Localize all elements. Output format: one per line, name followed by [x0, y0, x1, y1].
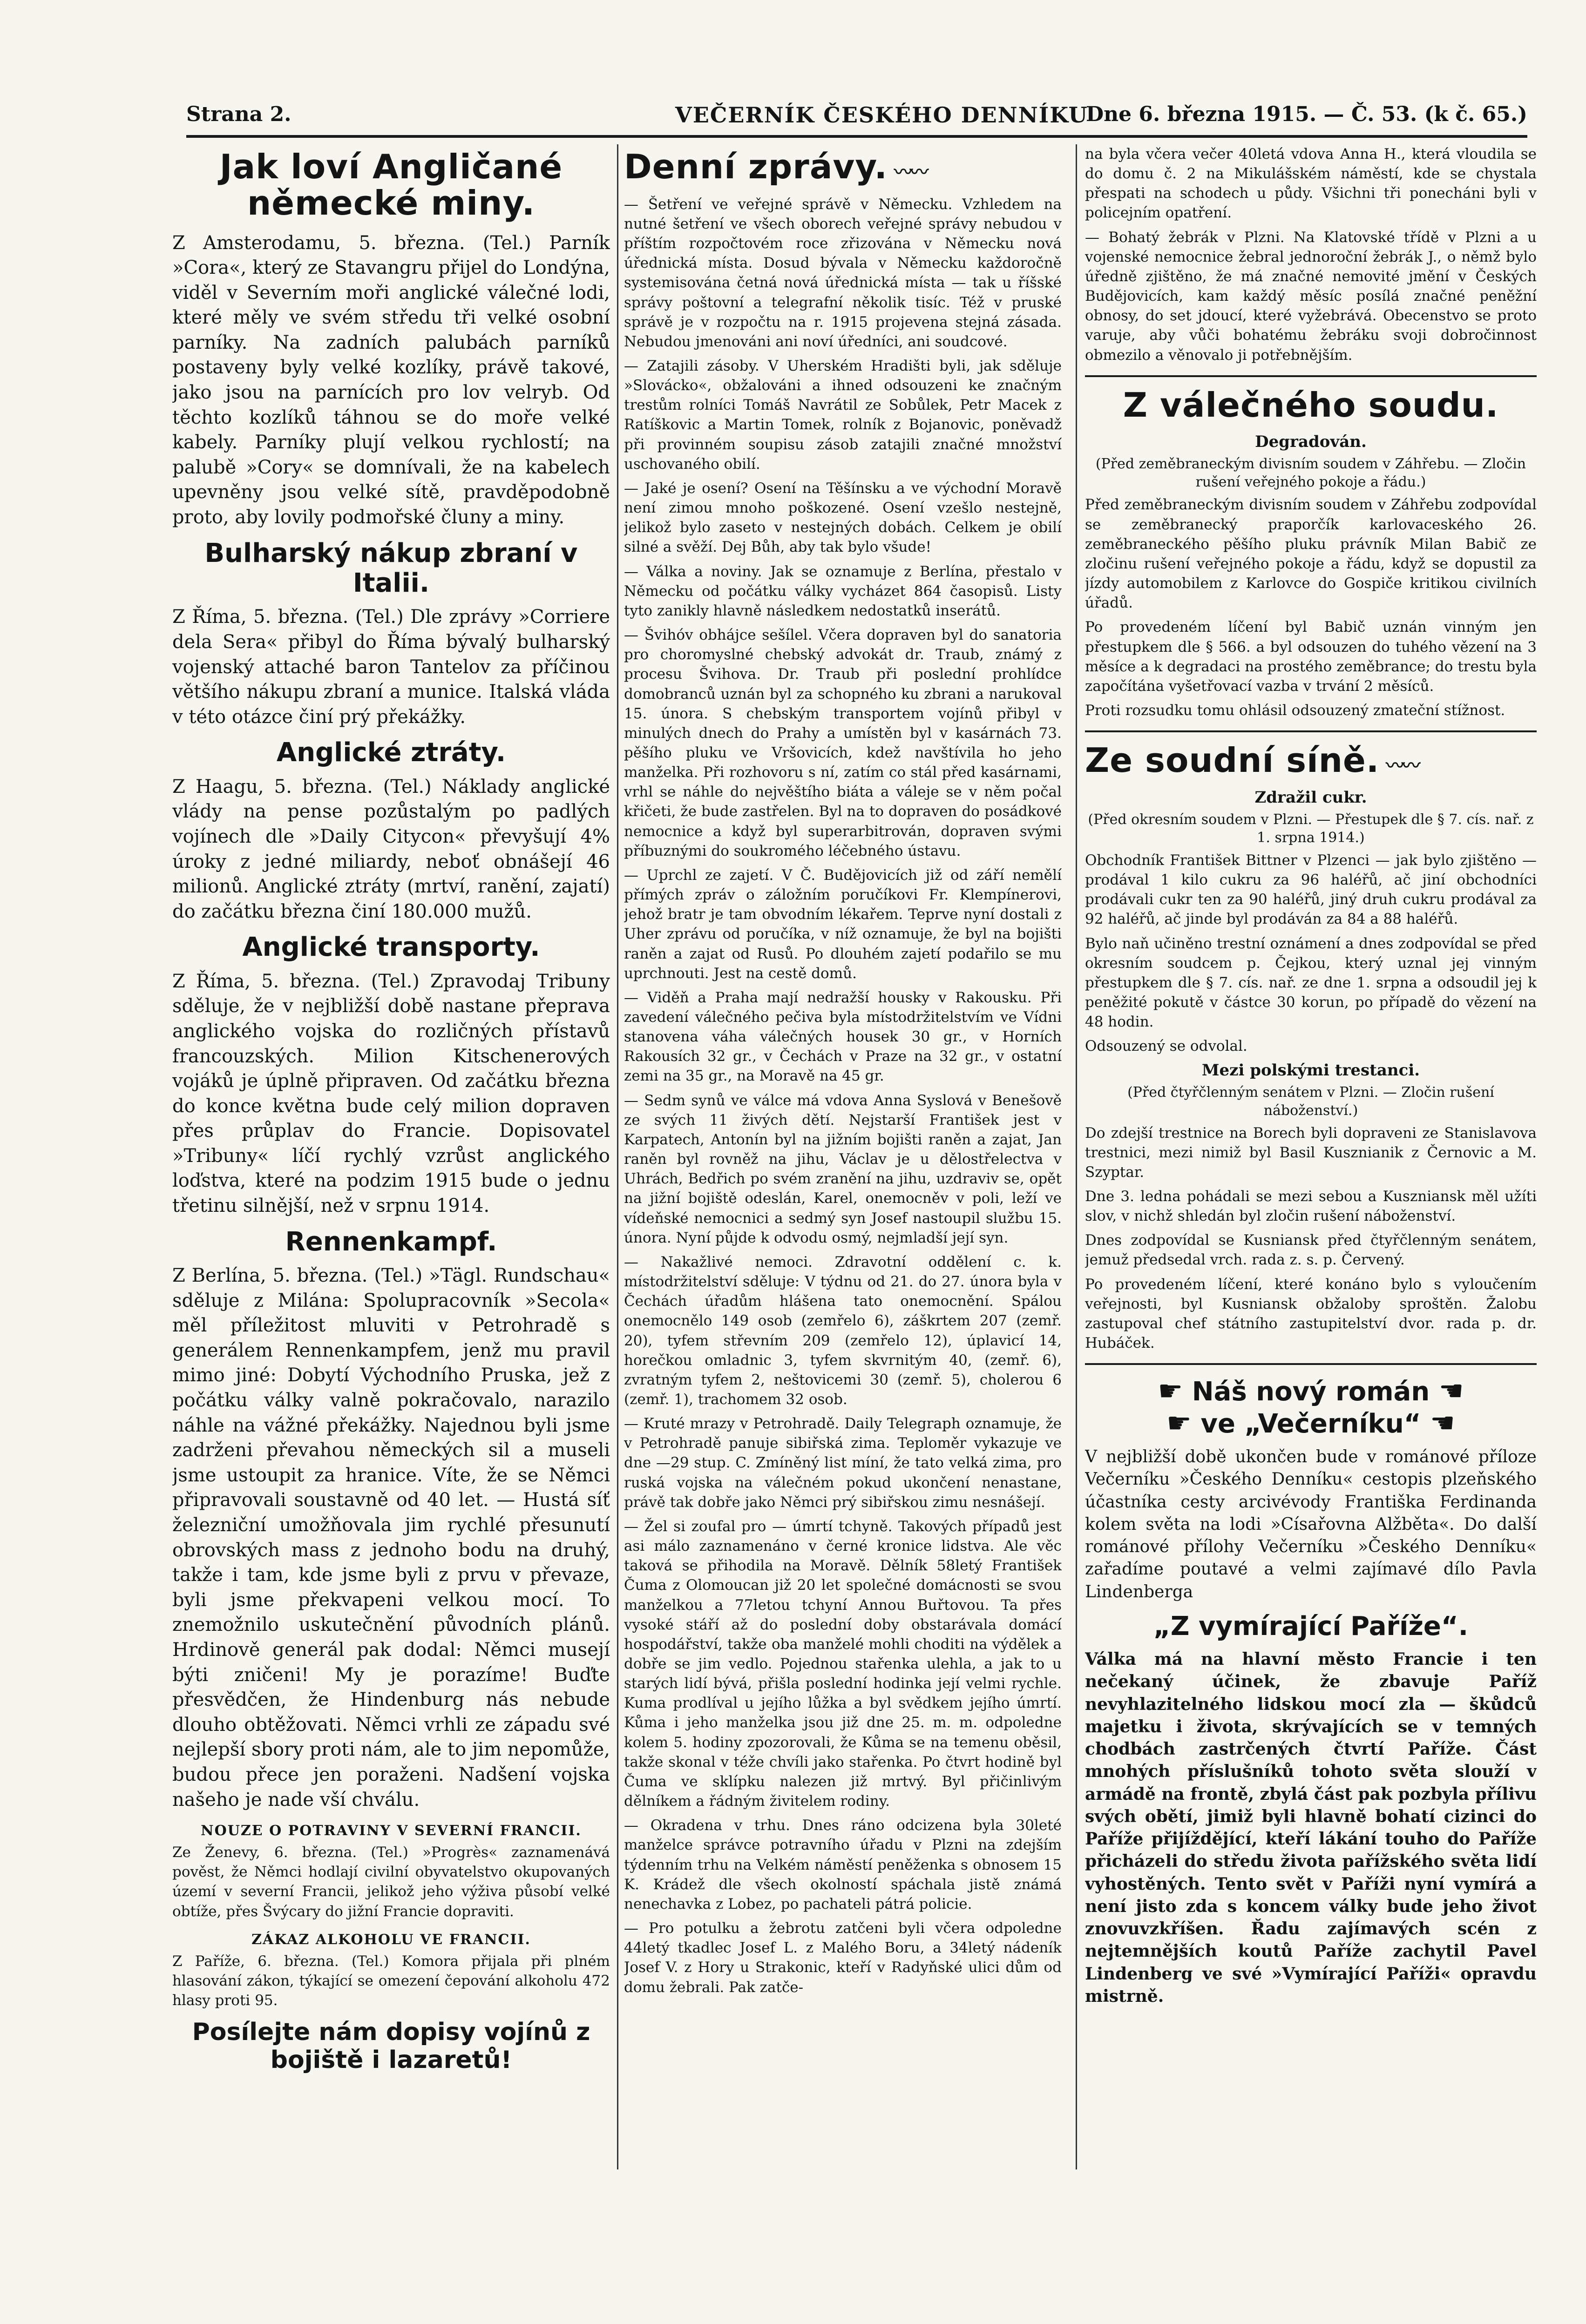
novel-book-title: „Z vymírající Paříže“.	[1153, 1611, 1468, 1642]
masthead: VEČERNÍK ČESKÉHO DENNÍKU	[675, 102, 1088, 128]
court-note: (Před zeměbraneckým divisním soudem v Záhřebu. — Zločin rušení veřejného pokoje a řádu.)	[1095, 456, 1526, 491]
court-note: (Před okresním soudem v Plzni. — Přestupek dle § 7. cís. nař. z 1. srpna 1914.)	[1088, 811, 1534, 846]
novel-title-line2: ve „Večerníku“	[1200, 1409, 1421, 1439]
court-case-title: Degradován.	[1255, 432, 1367, 452]
news-body: Z Paříže, 6. března. (Tel.) Komora přijala při plném hlasování zákon, týkající se omezení čepování alkoholu 472 hlasy proti 95.	[172, 1952, 610, 2009]
article-title: Jak loví Angličané německé miny.	[219, 147, 563, 223]
column-divider-2	[1076, 144, 1077, 2169]
section-rule	[1085, 375, 1537, 377]
court-body: Dnes zodpovídal se Kusniansk před čtyřčlenným senátem, jemuž předsedal vrch. rada z. s. p. Červený.	[1085, 1232, 1537, 1269]
news-heading: ZÁKAZ ALKOHOLU VE FRANCII.	[251, 1931, 531, 1948]
court-section-title: Z válečného soudu.	[1123, 385, 1499, 425]
pointing-hand-icon: ☛	[1158, 1375, 1183, 1408]
courtroom-section-title	[1085, 743, 1537, 779]
article-body: Z Říma, 5. března. (Tel.) Dle zprávy »Corriere dela Sera« přibyl do Říma bývalý bulharský vojenský attaché baron Tantelov za příčinou většího nákupu zbraní a munice. Italská vláda v této otázce činí prý překážky.	[172, 606, 610, 728]
ornament-icon: 〰〰	[1386, 755, 1418, 777]
court-body: Před zeměbraneckým divisním soudem v Záhřebu zodpovídal se zeměbranecký praporčík karlovaceského 26. zeměbraneckého pěšího pluku právník Milan Babič ze zločinu rušení veřejného pokoje a řádu, když se dopustil za jízdy automobilem z Karlovce do Gospiče kritikou civilních úřadů.	[1085, 496, 1537, 612]
news-item: — Sedm synů ve válce má vdova Anna Syslová v Benešově ze svých 11 živých dětí. Nejstarší František jest v Karpatech, Antonín byl na jižním bojišti raněn a zajat, Jan raněn byl rovněž na jihu, Václav je u dělostřelectva v Uhrách, Bedřich po svém zranění na jihu, uzdraviv se, opět na jižní bojiště odeslán, Karel, onemocněv v poli, leží ve vídeňské nemocnici a sedmý syn Josef nastoupil službu 15. února. Nyní půjde k odvodu osmý, nejmladší její syn.	[624, 1092, 1062, 1246]
article-title: Bulharský nákup zbraní v Italii.	[204, 538, 578, 599]
news-item: — Bohatý žebrák v Plzni. Na Klatovské třídě v Plzni a u vojenské nemocnice žebral jednoroční žebrák J., o němž bylo úředně zjištěno, že má značné nemovité jmění v Českých Budějovicích, kam každý měsíc posílá značné peněžní obnosy, do set jdoucí, které vyžebrává. Obecenstvo se proto varuje, aby vůči bohatému žebráku svoji dobročinnost obmezilo a věnovalo ji potřebnějším.	[1085, 229, 1537, 364]
court-body: Dne 3. ledna pohádali se mezi sebou a Kuszniansk měl užíti slov, v nichž shledán byl zločin rušení náboženství.	[1085, 1188, 1537, 1225]
novel-description: Válka má na hlavní město Francie i ten nečekaný účinek, že zbavuje Paříž nevyhlazitelného lidskou mocí zla — škůdců majetku i života, skrývajících se v temných chodbách zastrčených čtvrtí Paříže. Část mnohých příslušníků tohoto světa slouží v armádě na frontě, zbylá část pak pozbyla přílivu svých obětí, jimiž byli hlavně bohatí cizinci do Paříže přijíždějící, kteří lákání touho do Paříže přicházeli do středu života pařížského světa lidí vyhostěných. Tento svět v Paříži nyní vymírá a není jisto zda s koncem války bude jeho život znovuvzkříšen. Řadu zajímavých scén z nejtemnějších koutů Paříže zachytil Pavel Lindenberg ve své »Vymírající Paříži« opravdu mistrně.	[1085, 1649, 1537, 2006]
daily-news-title	[624, 149, 1062, 185]
news-item: — Nakažlivé nemoci. Zdravotní oddělení c. k. místodržitelství sděluje: V týdnu od 21. do 27. února byla v Čechách úřadům hlášena tato onemocnění. Spálou onemocnělo 149 osob (zemřelo 6), záškrtem 207 (zemř. 20), tyfem střevním 209 (zemřelo 12), úplavicí 14, horečkou omladnic 3, tyfem skvrnitým 40, (zemř. 6), zvratným tyfem 2, neštovicemi 30 (zemř. 5), cholerou 6 (zemř. 1), trachomem 32 osob.	[624, 1253, 1062, 1408]
novel-announcement-title	[1085, 1375, 1537, 1439]
column-1	[172, 144, 610, 2193]
pointing-hand-icon: ☚	[1438, 1375, 1464, 1408]
courtroom-title-text: Ze soudní síně.	[1085, 741, 1380, 780]
court-body: Bylo naň učiněno trestní oznámení a dnes zodpovídal se před okresním soudcem p. Čejkou, který uznal jej vinným přestupkem dle § 7. cís. nař. ze dne 1. srpna a odsoudil jej k peněžité pokutě v částce 30 korun, po případě do vězení na 48 hodin.	[1085, 935, 1537, 1031]
news-item: — Pro potulku a žebrotu zatčeni byli včera odpoledne 44letý tkadlec Josef L. z Malého Boru, a 34letý nádeník Josef V. z Hory u Strakonic, kteří v Radyňské ulici dům od domu žebrali. Pak zatče-	[624, 1920, 1062, 1996]
court-body: Odsouzený se odvolal.	[1085, 1038, 1247, 1055]
section-rule	[1085, 1363, 1537, 1365]
article-body: Z Amsterodamu, 5. března. (Tel.) Parník »Cora«, který ze Stavangru přijel do Londýna, viděl v Severním moři anglické válečné lodi, které měly ve svém středu tři velké osobní parníky. Na zadních palubách parníků postaveny byly velké kozlíky, právě takové, jako jsou na parnících pro lov velryb. Od těchto kozlíků táhnou se do moře velké kabely. Parníky plují velkou rychlostí; na palubě »Cory« se domnívali, že na kabelech upevněny jsou velké sítě, pravděpodobně proto, aby lovily podmořské čluny a miny.	[172, 232, 610, 528]
news-item-continued: na byla včera večer 40letá vdova Anna H., která vloudila se do domu č. 2 na Mikulášském náměstí, kde se chystala přespati na schodech u půdy. Všichni tři ponecháni byli v policejním opatření.	[1085, 146, 1537, 222]
column-2	[624, 144, 1062, 2193]
novel-title-line1: Náš nový román	[1192, 1377, 1430, 1407]
article-body: Z Říma, 5. března. (Tel.) Zpravodaj Tribuny sděluje, že v nejbližší době nastane přeprava anglického vojska do rozličných přístavů francouzských. Milion Kitschenerových vojáků je úplně připraven. Od začátku března do konce května bude celý milion dopraven přes průplav do Francie. Dopisovatel »Tribuny« líčí rychlý vzrůst anglického loďstva, které na podzim 1915 bude o jednu třetinu silnější, než v srpnu 1914.	[172, 970, 610, 1217]
pointing-hand-icon: ☛	[1166, 1407, 1192, 1440]
article-body: Z Berlína, 5. března. (Tel.) »Tägl. Rundschau« sděluje z Milána: Spolupracovník »Secola« měl příležitost mluviti v Petrohradě s generálem Rennenkampfem, jenž mu pravil mimo jiné: Dobytí Východního Pruska, jež z počátku války valně pokračovalo, narazilo náhle na vážné překážky. Najednou byli jsme zadrženi převahou německých sil a museli jsme ustoupit za hranice. Víte, že se Němci připravovali soustavně od 40 let. — Hustá síť železniční umožňovala jim rychlé přesunutí obrovských mass z jednoho bodu na druhý, takže i tam, kde jsme byli z prvu v převaze, byli jsme překvapeni velkou mocí. To znemožnilo uskutečnění původních plánů. Hrdinově generál pak dodal: Němci musejí býti zničeni! My je porazíme! Buďte přesvědčen, že Hindenburg nás nebude dlouho obtěžovati. Němci vrhli ze západu své nejlepší sbory proti nám, ale to jim nepomůže, budou přece jen poraženi. Nadšení vojska našeho je nade vší chválu.	[172, 1265, 610, 1811]
news-heading: NOUZE O POTRAVINY V SEVERNÍ FRANCII.	[201, 1823, 582, 1839]
daily-news-title-text: Denní zprávy.	[624, 147, 888, 186]
court-body: Do zdejší trestnice na Borech byli dopraveni ze Stanislavova trestnici, mezi nimiž byl Basil Kusznianik z Černovic a M. Szyptar.	[1085, 1124, 1537, 1181]
news-item: — Uprchl ze zajetí. V Č. Budějovicích již od září nemělí přímých zpráv o záložním poručíkovi Fr. Klempínerovi, jehož bratr je tam obvodním lékařem. Teprve nyní dostali z Uher zprávu od poručíka, v níž oznamuje, že byl na bojišti raněn a zajat od Rusů. Po dlouhém zajetí podařilo se mu uprchnouti. Jest na cestě domů.	[624, 866, 1062, 982]
news-item: — Kruté mrazy v Petrohradě. Daily Telegraph oznamuje, že v Petrohradě panuje sibiřská zima. Teploměr vykazuje ve dne —29 stup. C. Zmíněný list míní, že tato velká zima, pro ruská vojska na válečném pokud ukončení nenastane, právě tak dobře jako Němci prý sibiřskou zimu nesnášejí.	[624, 1415, 1062, 1511]
news-item: — Válka a noviny. Jak se oznamuje z Berlína, přestalo v Německu od počátku války vycházet 864 časopisů. Listy tyto zanikly hlavně následkem nedostatků inserátů.	[624, 563, 1062, 619]
news-item: — Šetření ve veřejné správě v Německu. Vzhledem na nutné šetření ve všech oborech veřejné správy nebudou v příštím rozpočtovém roce zřizována v Německu nová úřednická místa. Dosud bývala v Německu každoročně systemisována četná nová úřednická místa — tak u říšské správy poštovní a telegrafní několik tisíc. Též v pruské správě je v rozpočtu na r. 1915 projevena stejná zásada. Nebudou jmenováni ani noví úředníci, ani soudcové.	[624, 196, 1062, 350]
news-item: — Žel si zoufal pro — úmrtí tchyně. Takových případů jest asi málo zaznamenáno v černé kronice lidstva. Ale věc taková se přihodila na Moravě. Dělník 58letý František Čuma z Olomoucan již 20 let společné domácnosti se svou manželkou a 77letou tchyní Annou Buřtovou. Ta přes vysoké stáří až do poslední doby obstarávala domácí hospodářství, takže oba manželé mohli choditi na výdělek a dobře se jim vedlo. Pojednou stařenka ulehla, a jak to u starých lidí bývá, přišla poslední hodinka její velmi rychle. Kuma prodlíval u jejího lůžka a byl svědkem jejího úmrtí. Kůma i jeho manželka jsou již dne 25. m. m. odpoledne kolem 5. hodiny zpozorovali, že Kůma se na temenu oběsil, takže skonal v téže chvíli jako stařenka. Po čtvrt hodině byl Čuma ve sklípku nalezen již mrtvý. Byl přičinlivým dělníkem a řádným živitelem rodiny.	[624, 1518, 1062, 1810]
article-body: Z Haagu, 5. března. (Tel.) Náklady anglické vlády na pense pozůstalým po padlých vojínech dle »Daily Citycon« převyšují 4% úroky z jedné miliardy, neboť obnášejí 46 milionů. Anglické ztráty (mrtví, ranění, zajatí) do začátku března činí 180.000 mužů.	[172, 776, 610, 922]
column-divider-1	[617, 144, 618, 2169]
page-header	[186, 93, 1527, 130]
court-case-title: Mezi polskými trestanci.	[1201, 1061, 1420, 1080]
daily-news-list	[624, 195, 1062, 1997]
section-rule	[1085, 730, 1537, 732]
court-body: Obchodník František Bittner v Plzenci — jak bylo zjištěno — prodával 1 kilo cukru za 96 haléřů, ač jiní obchodníci prodávali cukr ten za 90 haléřů, jiný druh cukru prodával za 92 haléřů, ač jinde byl prodáván za 84 a 88 haléřů.	[1085, 851, 1537, 928]
court-body: Po provedeném líčení, které konáno bylo s vyloučením veřejnosti, byl Kusniansk obžaloby sproštěn. Žalobu zastupoval chef státního zastupitelství dvor. rada p. dr. Hubáček.	[1085, 1276, 1537, 1352]
ornament-icon: 〰〰	[894, 162, 926, 183]
issue-date: Dne 6. března 1915. — Č. 53. (k č. 65.)	[1085, 102, 1527, 126]
column-3	[1085, 144, 1537, 2193]
court-case-title: Zdražil cukr.	[1254, 788, 1367, 807]
header-rule	[186, 135, 1527, 138]
court-body: Proti rozsudku tomu ohlásil odsouzený zmateční stížnost.	[1085, 702, 1505, 719]
novel-intro: V nejbližší době ukončen bude v románové příloze Večerníku »Českého Denníku« cestopis plzeňského účastníka cesty arcivévody Františka Ferdinanda kolem světa na lodi »Císařovna Alžběta«. Do další románové přílohy Večerníku »Českého Denníku« zařadíme poutavé a velmi zajímavé dílo Pavla Lindenberga	[1085, 1447, 1537, 1601]
page-number: Strana 2.	[186, 102, 291, 126]
pointing-hand-icon: ☚	[1430, 1407, 1455, 1440]
article-title: Anglické transporty.	[242, 932, 540, 963]
article-title: Rennenkampf.	[285, 1226, 497, 1257]
news-item: — Jaké je osení? Osení na Těšínsku a ve východní Moravě není zimou mnoho poškozené. Osení vzešlo nestejně, jelikož bylo zaseto v nestejných dobách. Celkem je obilí silné a svěží. Dej Bůh, aby tak bylo všude!	[624, 480, 1062, 556]
news-item: — Švihóv obhájce sešílel. Včera dopraven byl do sanatoria pro choromyslné chebský advokát dr. Traub, známý z procesu Švihova. Dr. Traub při poslední prohlídce domobranců uznán byl za schopného ku zbrani a narukoval 15. února. S chebským transportem vojínů přibyl v minulých dnech do Prahy a umístěn byl v kasárnách 73. pěšího pluku ve Vršovicích, kdež navštívila ho jeho manželka. Při rozhovoru s ní, zatím co stál před kasárnami, vrhl se náhle do nejvěštího biáta a váleje se v něm počal křičeti, že bude zastřelen. Byl na to dopraven do posádkové nemocnice a když byl superarbitrován, dopraven svými příbuznými do soukromého léčebného ústavu.	[624, 627, 1062, 859]
court-body: Po provedeném líčení byl Babič uznán vinným jen přestupkem dle § 566. a byl odsouzen do tuhého vězení na 3 měsíce a k degradaci na prostého zeměbrance; do trestu byla započítána vyšetřovací vazba v trvání 2 měsíců.	[1085, 619, 1537, 695]
article-title: Anglické ztráty.	[276, 737, 506, 768]
news-item: — Zatajili zásoby. V Uherském Hradišti byli, jak sděluje »Slovácko«, obžalováni a ihned odsouzeni ke značným trestům rolníci Tomáš Navrátil ze Sobůlek, Petr Macek z Ratíškovic a Martin Tomek, rolník z Bojanovic, poněvadž při provinném soupisu zásob zatajili značné množství uschovaného obilí.	[624, 358, 1062, 473]
news-item: — Viděň a Praha mají nedražší housky v Rakousku. Při zavedení válečného pečiva byla místodržitelstvím ve Vídni stanovena váha válečných housek 30 gr., v Horních Rakousích 32 gr., v Čechách v Praze na 32 gr., v ostatní zemi na 35 gr., na Moravě na 45 gr.	[624, 989, 1062, 1085]
news-body: Ze Ženevy, 6. března. (Tel.) »Progrès« zaznamenává pověst, že Němci hodlají civilní obyvatelstvo okupovaných území v severní Francii, jelikož jeho výživa působí velké obtíže, přes Švýcary do jižní Francie dopraviti.	[172, 1844, 610, 1920]
court-note: (Před čtyřčlenným senátem v Plzni. — Zločin rušení náboženství.)	[1127, 1084, 1494, 1119]
news-item: — Okradena v trhu. Dnes ráno odcizena byla 30leté manželce správce potravního úřadu v Plzni na zdejším týdenním trhu na Velkém náměstí peněženka s obnosem 15 K. Krádež dle všech okolností spáchala jistě známá nenechavka z Lobez, po pachateli pátrá policie.	[624, 1817, 1062, 1912]
appeal-banner: Posílejte nám dopisy vojínů z bojiště i lazaretů!	[192, 2018, 590, 2074]
